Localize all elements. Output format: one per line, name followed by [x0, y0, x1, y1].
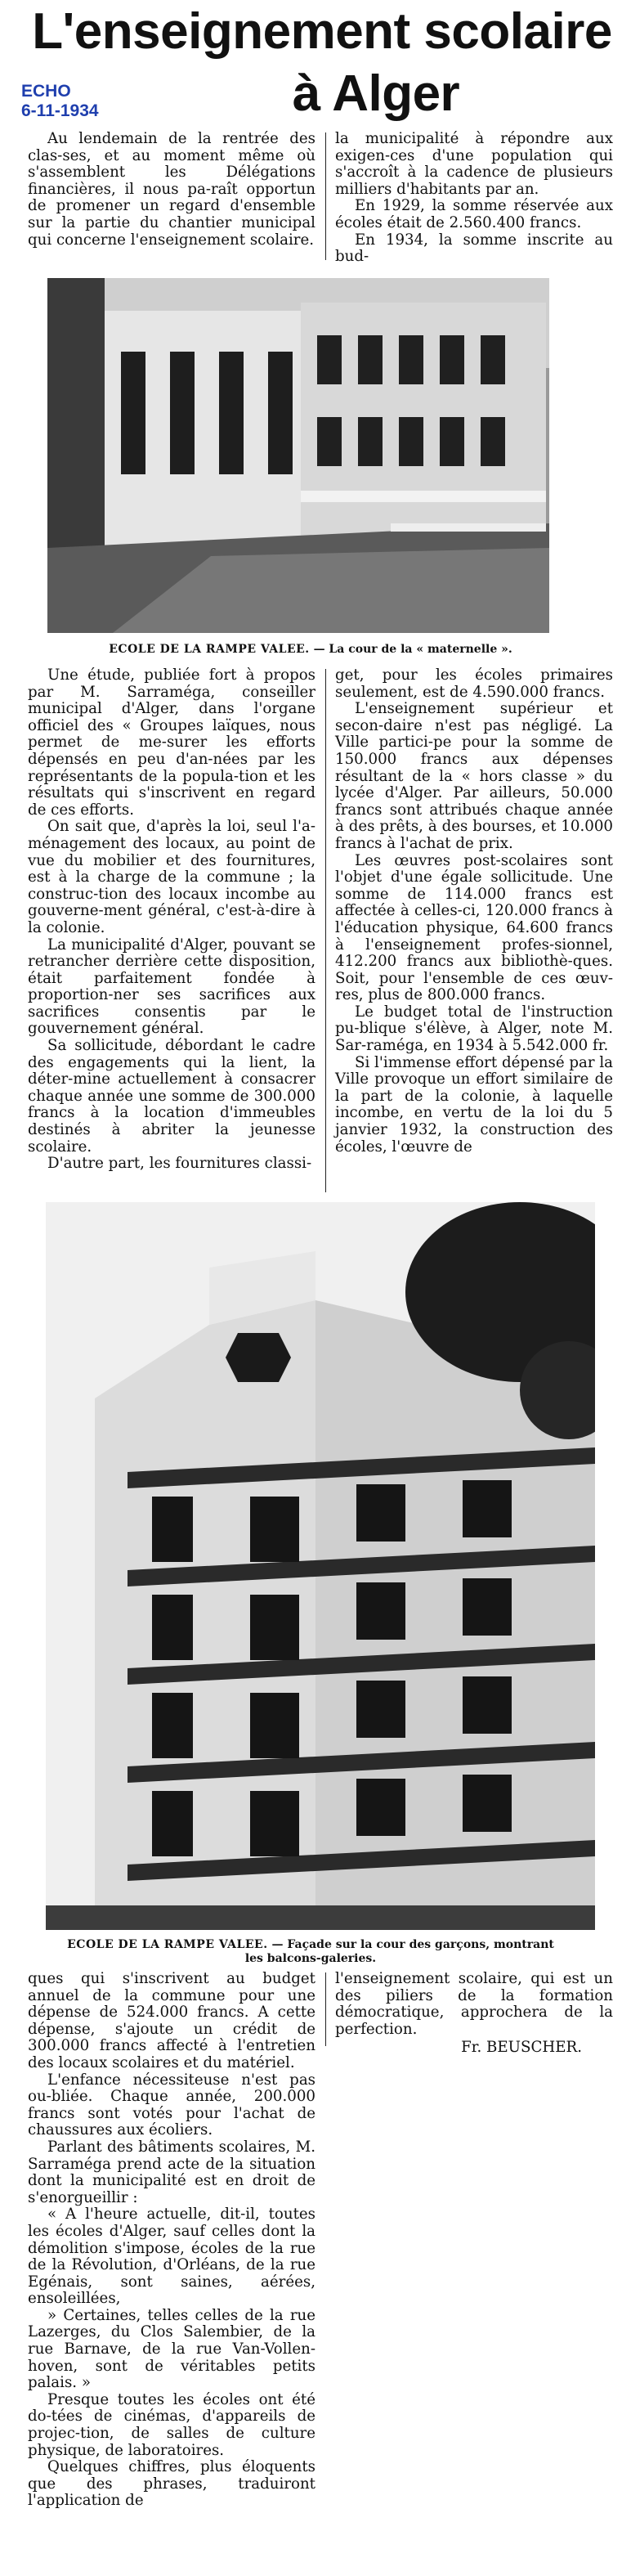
- headline-line-1: L'enseignement scolaire: [32, 3, 612, 60]
- paragraph: D'autre part, les fournitures classi-: [47, 1155, 312, 1173]
- paragraph: En 1929, la somme réservée aux écoles était de 2.560.400 francs.: [335, 197, 613, 231]
- paragraph: Au lendemain de la rentrée des clas-ses, et au moment même où s'assemblent les Délégations financières, il nous pa-raît opportun de promener un regard d'ensemble sur la partie du chantier municipal qui concerne l'enseignement scolaire.: [28, 130, 315, 249]
- author-signature: Fr. BEUSCHER.: [461, 2039, 582, 2057]
- paragraph: Quelques chiffres, plus éloquents que des phrases, traduiront l'application de: [28, 2458, 315, 2510]
- paragraph: get, pour les écoles primaires seulement, est de 4.590.000 francs.: [335, 666, 613, 701]
- paragraph: » Certaines, telles celles de la rue Lazerges, du Clos Salembier, de la rue Barnave, de la rue Van-Vollen-hoven, sont de véritables petits palais. »: [28, 2306, 315, 2392]
- paragraph: Parlant des bâtiments scolaires, M. Sarraméga prend acte de la situation dont la municipalité est en droit de s'enorgueillir :: [28, 2138, 315, 2206]
- paragraph: Sa sollicitude, débordant le cadre des engagements qui la lient, la déter-mine actuellement à consacrer chaque année une somme de 300.000 francs à la location d'immeubles destinés à abriter la jeunesse scolaire.: [28, 1037, 315, 1156]
- paragraph: Une étude, publiée fort à propos par M. Sarraméga, conseiller municipal d'Alger, dans l'organe officiel des « Groupes laïques, nous permet de me-surer les efforts dépensés en peu d'an-nées par les représentants de la popula-tion et les résultats qui s'inscrivent en regard de ces efforts.: [28, 666, 315, 819]
- intro-column-right: [335, 131, 613, 266]
- paragraph: En 1934, la somme inscrite au bud-: [335, 231, 613, 266]
- paragraph: l'enseignement scolaire, qui est un des piliers de la formation démocratique, approchera de la perfection.: [335, 1970, 613, 2038]
- paragraph: Presque toutes les écoles ont été do-tées de cinémas, d'appareils de projec-tion, de salles de culture physique, de laboratoires.: [28, 2390, 315, 2459]
- paragraph: La municipalité d'Alger, pouvant se retrancher derrière cette disposition, était parfaitement fondée à proportion-ner ses sacrifices aux sacrifices consentis par le gouvernement général.: [28, 936, 315, 1038]
- caption-label: ECOLE DE LA RAMPE VALEE.: [67, 1938, 268, 1951]
- photo-school-facade: [46, 1202, 595, 1930]
- caption-text: — La cour de la « maternelle ».: [313, 643, 512, 656]
- caption-text: — Façade sur la cour des garçons, montrant: [271, 1938, 554, 1951]
- column-divider: [325, 132, 326, 260]
- paragraph: L'enseignement supérieur et secon-daire n'est pas négligé. La Ville partici-pe pour la somme de 150.000 francs aux dépenses résultant de la « hors classe » du lycée d'Alger. Par ailleurs, 50.000 francs sont attribués chaque année à des prêts, à des bourses, et 10.000 francs à l'achat de prix.: [335, 700, 613, 852]
- headline-line-2: à Alger: [292, 65, 460, 122]
- paragraph: « A l'heure actuelle, dit-il, toutes les écoles d'Alger, sauf celles dont la démolition s'impose, écoles de la rue de la Révolution, d'Orléans, de la rue Egénais, sont saines, aérées, ensoleillées,: [28, 2206, 315, 2308]
- date-label: 6-11-1934: [21, 101, 99, 120]
- closing-column-left: [28, 1971, 315, 2510]
- photo-1-caption: [16, 643, 605, 657]
- paragraph: ques qui s'inscrivent au budget annuel de la commune pour une dépense de 524.000 francs. A cette dépense, s'ajoute un crédit de 300.000 francs affecté à l'entretien des locaux scolaires et du matériel.: [28, 1970, 315, 2071]
- source-label: ECHO: [21, 82, 71, 101]
- caption-text-line-2: les balcons-galeries.: [244, 1952, 377, 1965]
- closing-column-right: [335, 1971, 613, 2057]
- paragraph: Le budget total de l'instruction pu-blique s'élève, à Alger, note M. Sar-raméga, en 1934 à 5.542.000 fr.: [335, 1003, 613, 1055]
- paragraph: Si l'immense effort dépensé par la Ville provoque un effort similaire de la part de la colonie, à laquelle incombe, en vertu de la loi du 5 janvier 1932, la construction des écoles, l'œuvre de: [335, 1053, 613, 1156]
- caption-label: ECOLE DE LA RAMPE VALEE.: [109, 643, 310, 656]
- photo-2-caption: [16, 1938, 605, 1966]
- body-column-left: [28, 667, 315, 1173]
- paragraph: Les œuvres post-scolaires sont l'objet d'une égale sollicitude. Une somme de 114.000 francs est affectée à celles-ci, 120.000 francs à l'éducation physique, 64.600 francs à l'enseignement profes-sionnel, 412.200 francs aux bibliothè-ques. Soit, pour l'ensemble de ces œuv-res, plus de 800.000 francs.: [335, 851, 613, 1004]
- courtyard-photo-image: [47, 278, 549, 633]
- paragraph: L'enfance nécessiteuse n'est pas ou-bliée. Chaque année, 200.000 francs sont votés pour l'achat de chaussures aux écoliers.: [28, 2071, 315, 2139]
- body-column-right: [335, 667, 613, 1156]
- photo-school-courtyard: [47, 278, 549, 633]
- paragraph: la municipalité à répondre aux exigen-ces d'une population qui s'accroît à la cadence de plusieurs milliers d'habitants par an.: [335, 130, 613, 198]
- intro-column-left: [28, 131, 315, 249]
- column-divider: [325, 669, 326, 1192]
- facade-photo-image: [46, 1202, 595, 1930]
- paragraph: On sait que, d'après la loi, seul l'a-ménagement des locaux, au point de vue du mobilier et des fournitures, est à la charge de la commune ; la construc-tion des locaux incombe au gouverne-ment général, c'est-à-dire à la colonie.: [28, 818, 315, 936]
- column-divider: [325, 1972, 326, 2046]
